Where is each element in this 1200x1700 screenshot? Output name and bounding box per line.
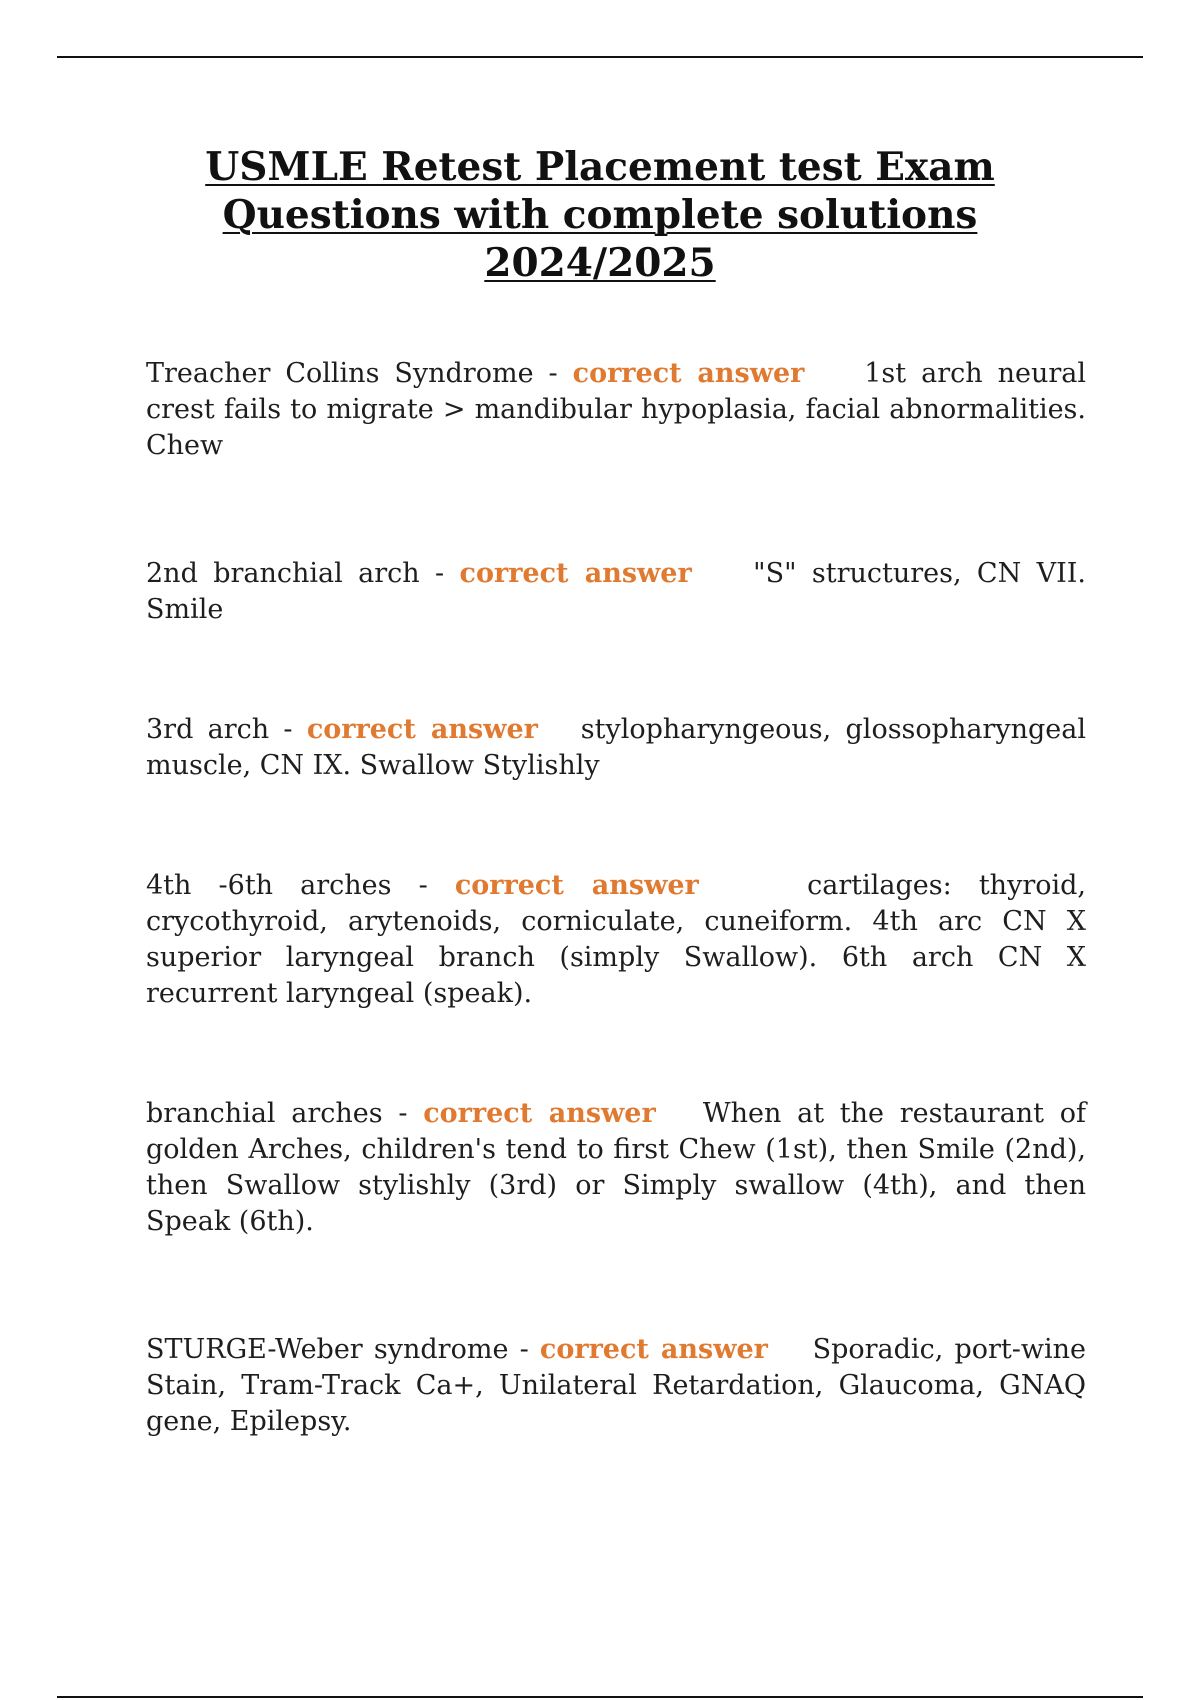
qa-term: Treacher Collins Syndrome -: [146, 358, 573, 389]
qa-answer: When at the restaurant of golden Arches, children's tend to first Chew (1st), then Smile (2nd), then Swallow stylishly (3rd) or Simply swallow (4th), and then Speak (6th).: [146, 1098, 1086, 1237]
qa-list: [146, 356, 1086, 1532]
qa-term: 2nd branchial arch -: [146, 558, 460, 589]
title-line: 2024/2025: [484, 240, 716, 286]
qa-term: branchial arches -: [146, 1098, 424, 1129]
qa-term: 3rd arch -: [146, 714, 307, 745]
qa-item: [146, 556, 1086, 628]
qa-term: STURGE-Weber syndrome -: [146, 1334, 540, 1365]
title-line: USMLE Retest Placement test Exam: [205, 144, 995, 190]
correct-answer-tag: correct answer: [306, 714, 538, 745]
qa-answer: 1st arch neural crest fails to migrate > mandibular hypoplasia, facial abnormalities. Chew: [146, 358, 1086, 461]
top-rule: [57, 56, 1143, 58]
qa-item: [146, 1332, 1086, 1440]
correct-answer-tag: correct answer: [459, 558, 692, 589]
qa-item: [146, 868, 1086, 1012]
qa-term: 4th -6th arches -: [146, 870, 455, 901]
qa-item: [146, 356, 1086, 464]
qa-item: [146, 712, 1086, 784]
correct-answer-tag: correct answer: [572, 358, 805, 389]
document-title: [120, 143, 1080, 287]
bottom-rule: [57, 1696, 1143, 1698]
correct-answer-tag: correct answer: [454, 870, 699, 901]
correct-answer-tag: correct answer: [423, 1098, 656, 1129]
correct-answer-tag: correct answer: [539, 1334, 768, 1365]
title-line: Questions with complete solutions: [222, 192, 978, 238]
qa-item: [146, 1096, 1086, 1240]
qa-answer: Sporadic, port-wine Stain, Tram-Track Ca+, Unilateral Retardation, Glaucoma, GNAQ gene, Epilepsy.: [146, 1334, 1086, 1437]
qa-answer: "S" structures, CN VII. Smile: [146, 558, 1086, 625]
qa-answer: stylopharyngeous, glossopharyngeal muscle, CN IX. Swallow Stylishly: [146, 714, 1086, 781]
qa-answer: cartilages: thyroid, crycothyroid, arytenoids, corniculate, cuneiform. 4th arc CN X superior laryngeal branch (simply Swallow). 6th arch CN X recurrent laryngeal (speak).: [146, 870, 1086, 1009]
